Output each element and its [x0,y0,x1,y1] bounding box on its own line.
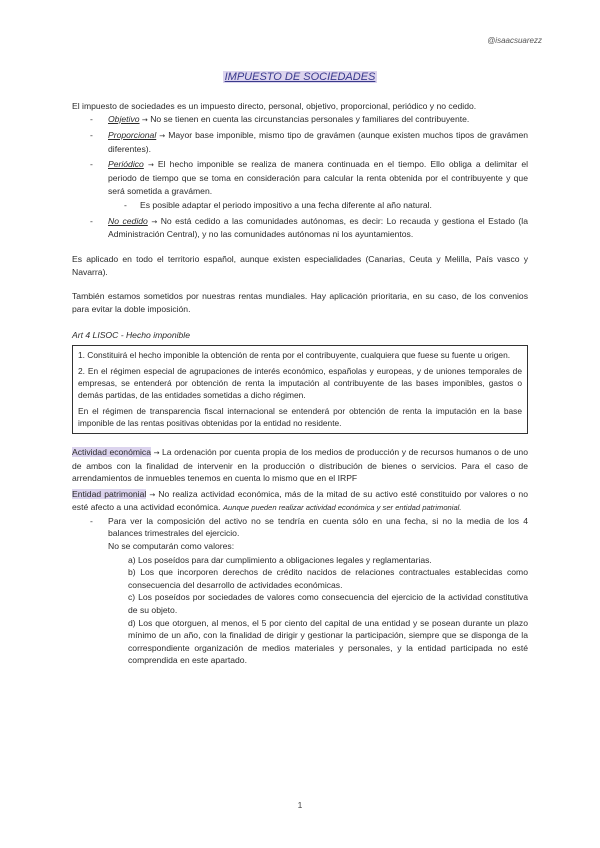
term-actividad-economica: Actividad económica [72,446,151,457]
term-no-cedido: No cedido [108,215,148,226]
values-list-item: d) Los que otorguen, al menos, el 5 por ciento del capital de una entidad y se posean durante un plazo mínimo de un año, con la finalidad de dirigir y gestionar la participación, siempre que se disponga de la correspondiente organización de medios materiales y personales, y la entidad participada no esté comprendida en este apartado. [128,617,528,666]
article-heading: Art 4 LISOC - Hecho imponible [72,330,190,341]
term-periodico: Periódico [108,159,144,170]
arrow-icon: → [141,115,148,124]
entidad-paragraph [72,488,528,515]
definition-text: Mayor base imponible, mismo tipo de gravámen (aunque existen muchos tipos de gravámen diferentes). [108,130,529,154]
page-title [0,71,600,83]
article-paragraph: 2. En el régimen especial de agrupaciones de interés económico, españolas y europeas, y de uniones temporales de empresas, se entenderá por obtención de renta la imputación al contribuyente de las bases imponibles, gastos o demás partidas, de las entidades sometidas a dicho régimen. [78,365,522,400]
list-item-text: Para ver la composición del activo no se tendría en cuenta sólo en una fecha, si no la media de los 4 balances trimestrales del ejercicio. [108,515,528,539]
term-objetivo: Objetivo [108,113,140,124]
definition-text: No se tienen en cuenta las circunstancias personales y familiares del contribuyente. [150,113,470,124]
arrow-icon: → [153,448,160,457]
definition-text: No está cedido a las comunidades autónomas, es decir: Lo recauda y gestiona el Estado (la Administración Central), y no las comunidades autónomas ni los ayuntamientos. [108,215,528,240]
term-entidad-patrimonial: Entidad patrimonial [72,488,147,499]
world-income-paragraph: También estamos sometidos por nuestras rentas mundiales. Hay aplicación prioritaria, en su caso, de los convenios para evitar la doble imposición. [72,291,528,314]
arrow-icon: → [149,490,156,499]
article-box [72,345,528,434]
values-list-item: a) Los poseídos para dar cumplimiento a obligaciones legales y reglamentarias. [128,554,432,565]
values-list [72,554,528,667]
author-handle: @isaacsuarezz [487,36,542,45]
actividad-paragraph [72,446,528,485]
definition-text: La ordenación por cuenta propia de los medios de producción y de recursos humanos o de uno de ambos con la finalidad de intervenir en la producción o distribución de bienes o servicios. Para el caso de arrendamientos de inmuebles tenemos en cuenta lo mismo que en el IRPF [72,446,528,484]
list-item [72,515,528,553]
characteristics-list [72,113,528,241]
sub-list [108,199,528,212]
entidad-list [72,515,528,553]
values-intro: No se computarán como valores: [108,541,235,552]
list-item [72,158,528,211]
arrow-icon: → [159,132,166,141]
values-list-item: c) Los poseídos por sociedades de valores como consecuencia del ejercicio de la actividad constitutiva de su objeto. [128,592,528,616]
list-item [72,129,528,155]
values-list-item: b) Los que incorporen derechos de crédito nacidos de relaciones contractuales establecidas como consecuencia del desarrollo de actividades económicas. [128,567,528,590]
sub-list-item: - Es posible adaptar el periodo impositivo a una fecha diferente al año natural. [108,199,528,212]
term-proporcional: Proporcional [108,130,157,141]
arrow-icon: → [151,217,158,226]
list-item [72,215,528,241]
italic-note: Aunque pueden realizar actividad económica y ser entidad patrimonial. [222,503,462,513]
definition-text: No realiza actividad económica, más de la mitad de su activo esté constituido por valores o no esté afecto a una actividad económica. [72,488,528,513]
page-title-text: IMPUESTO DE SOCIEDADES [224,71,376,83]
arrow-icon: → [147,161,154,170]
main-content [72,100,528,667]
list-item [72,113,528,127]
article-paragraph: En el régimen de transparencia fiscal internacional se entenderá por obtención de renta la imputación en la base imponible de las rentas positivas obtenidas por la entidad no residente. [78,405,522,428]
intro-paragraph: El impuesto de sociedades es un impuesto directo, personal, objetivo, proporcional, periódico y no cedido. [72,101,477,111]
territory-paragraph: Es aplicado en todo el territorio español, aunque existen especialidades (Canarias, Ceuta y Melilla, País vasco y Navarra). [72,253,528,277]
page-number: 1 [297,800,303,810]
definition-text: El hecho imponible se realiza de manera continuada en el tiempo. Ello obliga a delimitar el periodo de tiempo que se toma en consideración para calcular la renta obtenida por el contribuyente y que será sometida a gravámen. [108,159,529,196]
article-paragraph: 1. Constituirá el hecho imponible la obtención de renta por el contribuyente, cualquiera que fuese su fuente u origen. [78,349,511,360]
